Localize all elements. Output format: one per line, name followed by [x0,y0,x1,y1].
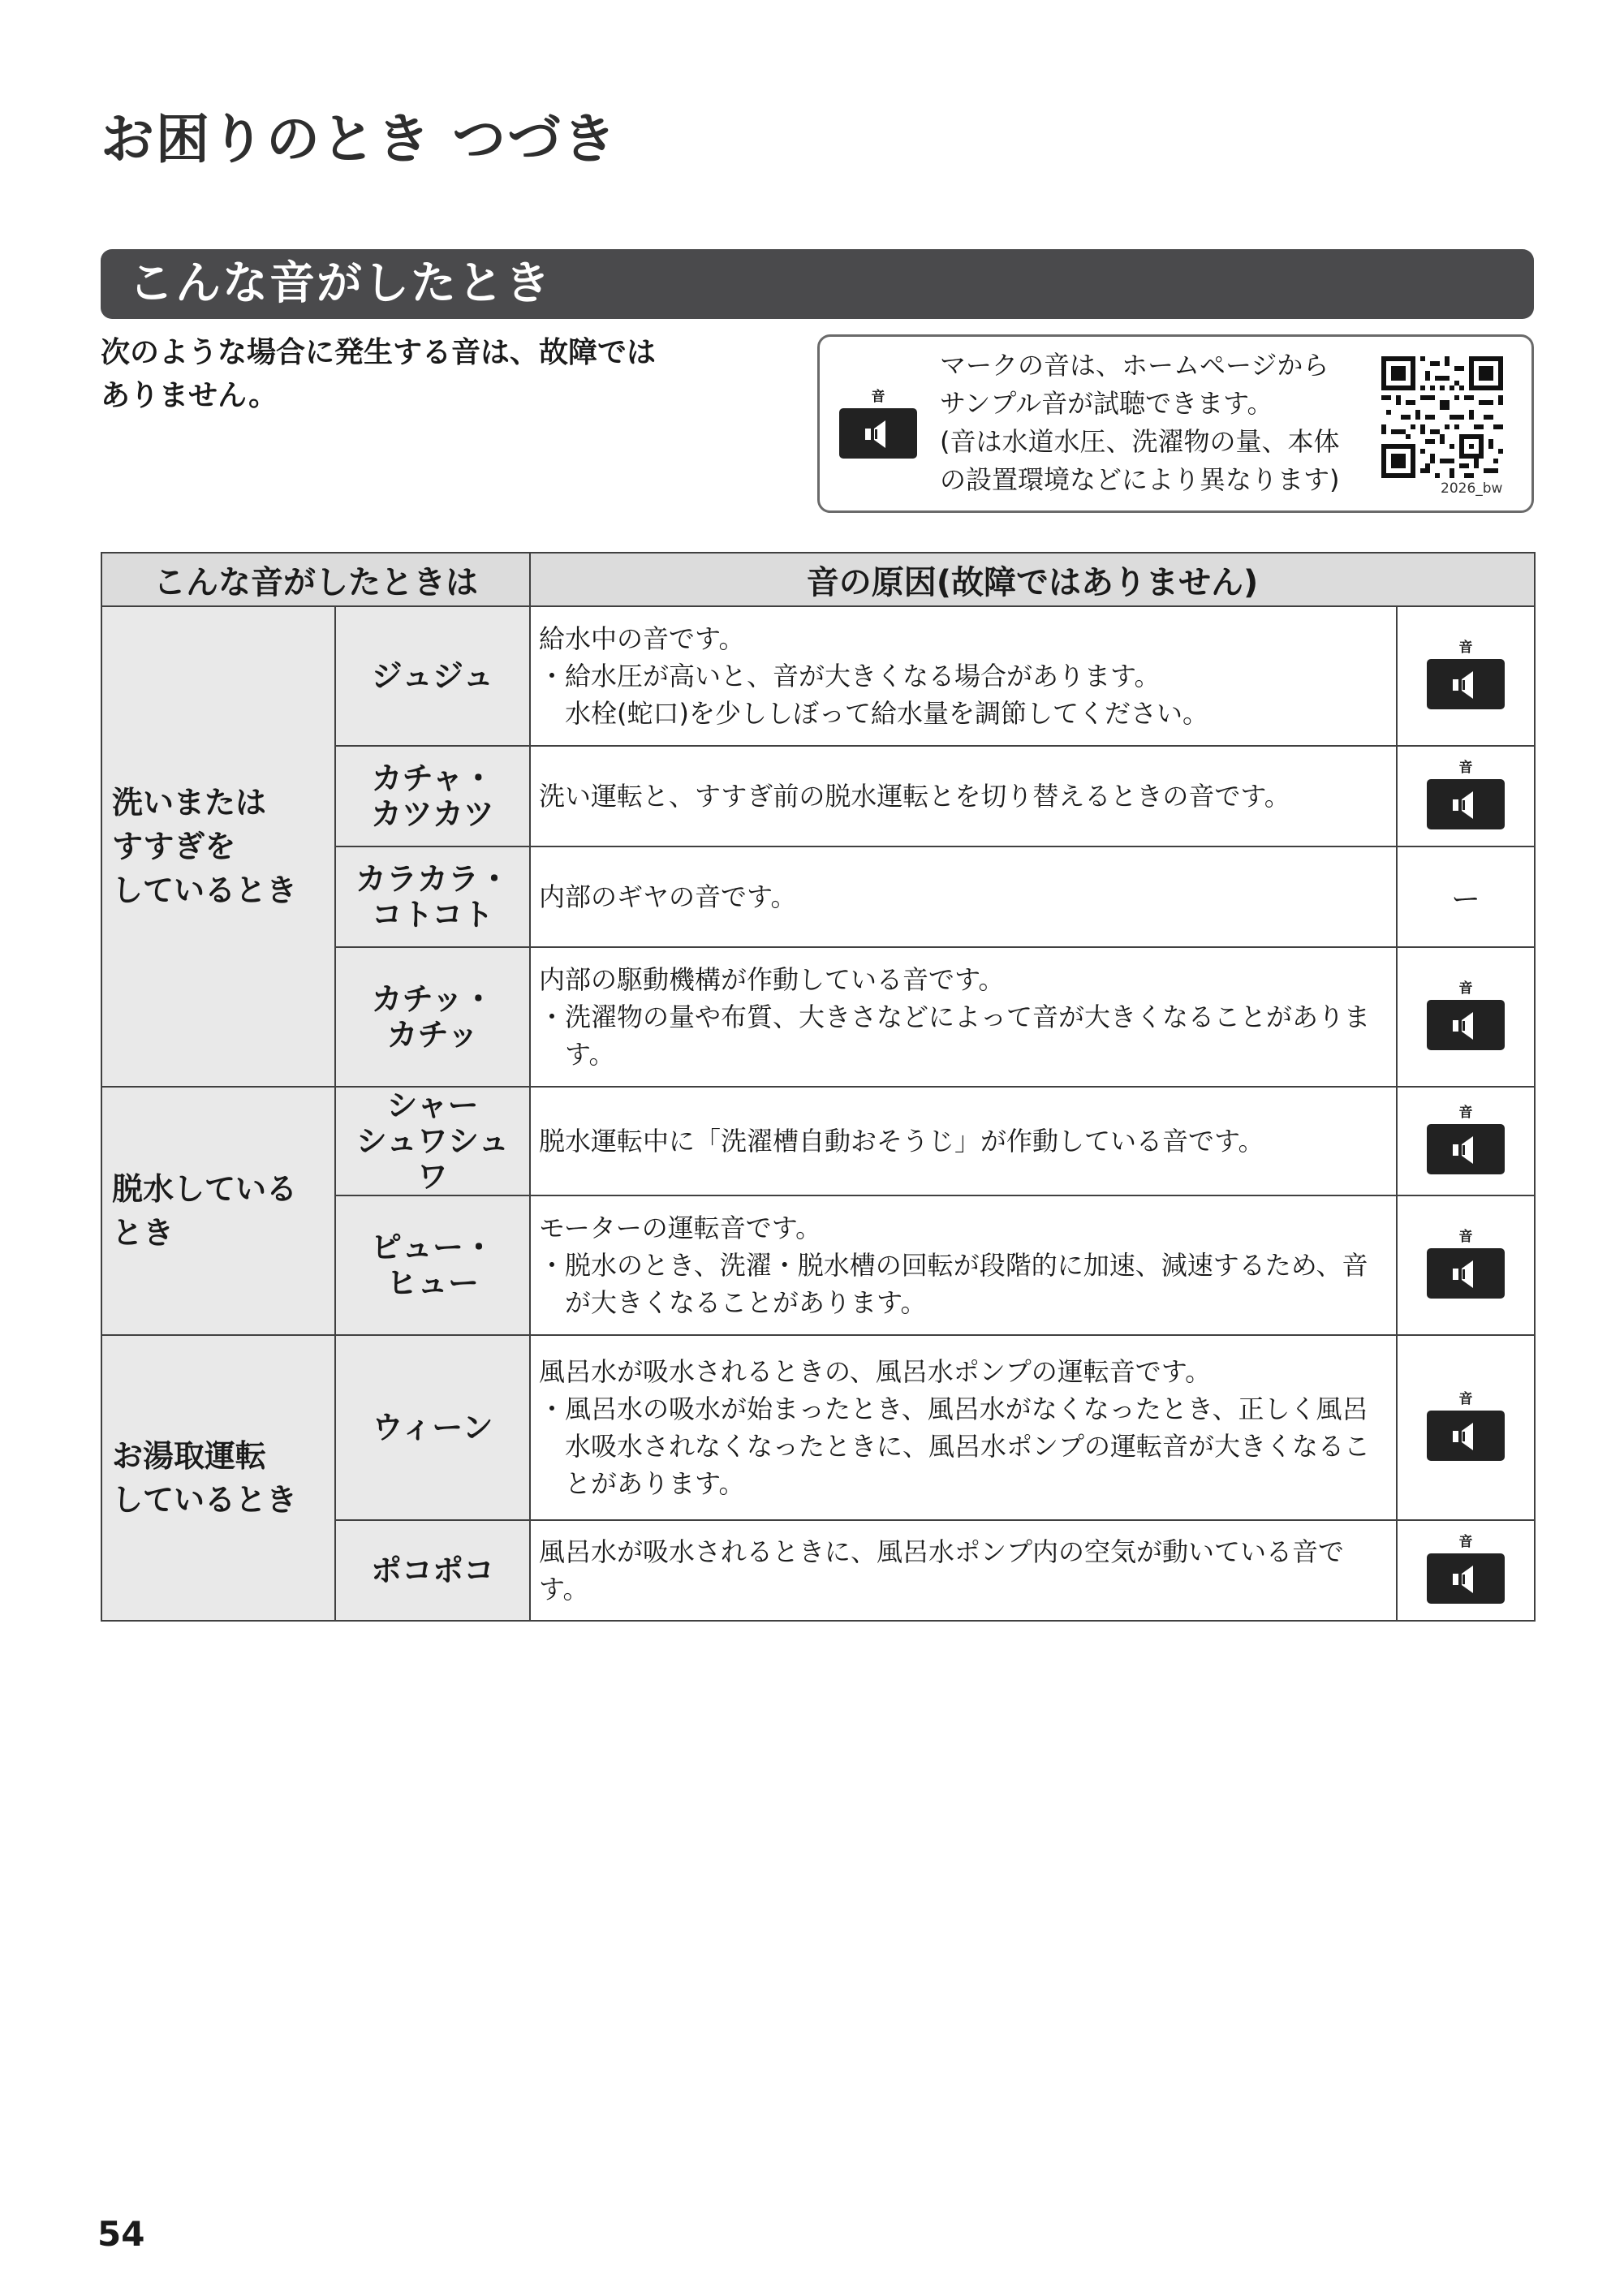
sound-icon-label: 音 [1458,1229,1473,1245]
cause-cell [530,606,1397,746]
sound-name-cell: ポコポコ [335,1520,530,1621]
qr-code-icon[interactable] [1381,356,1503,478]
cause-bullet-text: ・給水圧が高いと、音が大きくなる場合があります。 水栓(蛇口)を少ししぼって給水量を調節してください。 [539,661,1208,729]
speaker-icon[interactable] [1425,760,1506,829]
section-header: こんな音がしたとき [101,249,1534,319]
speaker-icon[interactable] [1425,1534,1506,1604]
cause-main-text: 洗い運転と、すすぎ前の脱水運転とを切り替えるときの音です。 [539,781,1290,812]
speaker-icon[interactable] [1425,640,1506,709]
cause-main-text: 風呂水が吸水されるときに、風呂水ポンプ内の空気が動いている音です。 [539,1536,1345,1605]
cause-main-text: 内部のギヤの音です。 [539,881,797,912]
sound-icon-label: 音 [1458,760,1473,776]
sound-name-cell: ジュジュ [335,606,530,746]
table-row [101,606,1535,746]
sound-icon-cell [1397,846,1535,947]
sound-icon-label: 音 [1458,1105,1473,1121]
no-sample-dash: ー [1450,882,1480,916]
info-line: (音は水道水圧、洗濯物の量、本体 [940,426,1340,457]
intro-line: 次のような場合に発生する音は、故障では [101,336,657,369]
condition-cell: お湯取運転 しているとき [101,1335,335,1621]
sound-icon-label: 音 [871,389,885,405]
sound-icon-cell [1397,1195,1535,1335]
cause-bullet-text: ・洗濯物の量や布質、大きさなどによって音が大きくなることがあります。 [539,1002,1371,1070]
sound-icon-label: 音 [1458,1391,1473,1407]
sound-name-cell: ウィーン [335,1335,530,1520]
sample-sound-info-box [817,334,1534,513]
page-title: お困りのとき つづき [101,108,618,170]
cause-cell [530,846,1397,947]
cause-main-text: 脱水運転中に「洗濯槽自動おそうじ」が作動している音です。 [539,1126,1264,1157]
table-row [101,1087,1535,1195]
speaker-icon[interactable] [1425,1391,1506,1461]
sound-icon-label: 音 [1458,640,1473,656]
header-cause: 音の原因(故障ではありません) [530,553,1535,606]
sound-icon-cell [1397,606,1535,746]
table-header-row [101,553,1535,606]
page-number: 54 [97,2214,145,2254]
sound-icon-cell [1397,746,1535,846]
sound-name-cell: カチャ・ カツカツ [335,746,530,846]
sound-name-cell: カチッ・ カチッ [335,947,530,1087]
table-row [101,1335,1535,1520]
cause-cell [530,947,1397,1087]
sound-icon-label: 音 [1458,980,1473,997]
cause-cell [530,1087,1397,1195]
info-line: の設置環境などにより異なります) [940,464,1340,495]
cause-main-text: 内部の駆動機構が作動している音です。 [539,964,1005,995]
intro-text [101,331,750,417]
info-line: サンプル音が試聴できます。 [940,388,1273,419]
sound-icon-cell [1397,947,1535,1087]
speaker-icon[interactable] [1425,1105,1506,1174]
cause-bullet-text: ・脱水のとき、洗濯・脱水槽の回転が段階的に加速、減速するため、音が大きくなることがあります。 [539,1250,1368,1318]
sound-table [101,552,1536,1622]
cause-cell [530,1335,1397,1520]
cause-main-text: 風呂水が吸水されるときの、風呂水ポンプの運転音です。 [539,1356,1212,1387]
sound-name-cell: シャー シュワシュワ [335,1087,530,1195]
speaker-icon[interactable] [1425,1229,1506,1299]
sound-icon-cell [1397,1520,1535,1621]
condition-cell: 脱水している とき [101,1087,335,1335]
info-line: マークの音は、ホームページから [940,350,1329,381]
cause-cell [530,746,1397,846]
sound-icon-cell [1397,1335,1535,1520]
condition-cell: 洗いまたは すすぎを しているとき [101,606,335,1087]
info-text [940,347,1370,499]
sound-name-cell: ピュー・ ヒュー [335,1195,530,1335]
cause-cell [530,1520,1397,1621]
table-body [101,606,1535,1621]
sound-name-cell: カラカラ・ コトコト [335,846,530,947]
intro-line: ありません。 [101,379,278,412]
cause-bullet-text: ・風呂水の吸水が始まったとき、風呂水がなくなったとき、正しく風呂水吸水されなくなったときに、風呂水ポンプの運転音が大きくなることがあります。 [539,1394,1371,1499]
sound-icon-cell [1397,1087,1535,1195]
sound-icon-label: 音 [1458,1534,1473,1550]
speaker-icon[interactable] [1425,980,1506,1050]
cause-cell [530,1195,1397,1335]
cause-main-text: モーターの運転音です。 [539,1213,822,1243]
header-condition: こんな音がしたときは [101,553,530,606]
qr-caption: 2026_bw [1441,480,1503,497]
speaker-icon [838,389,919,459]
cause-main-text: 給水中の音です。 [539,623,745,654]
